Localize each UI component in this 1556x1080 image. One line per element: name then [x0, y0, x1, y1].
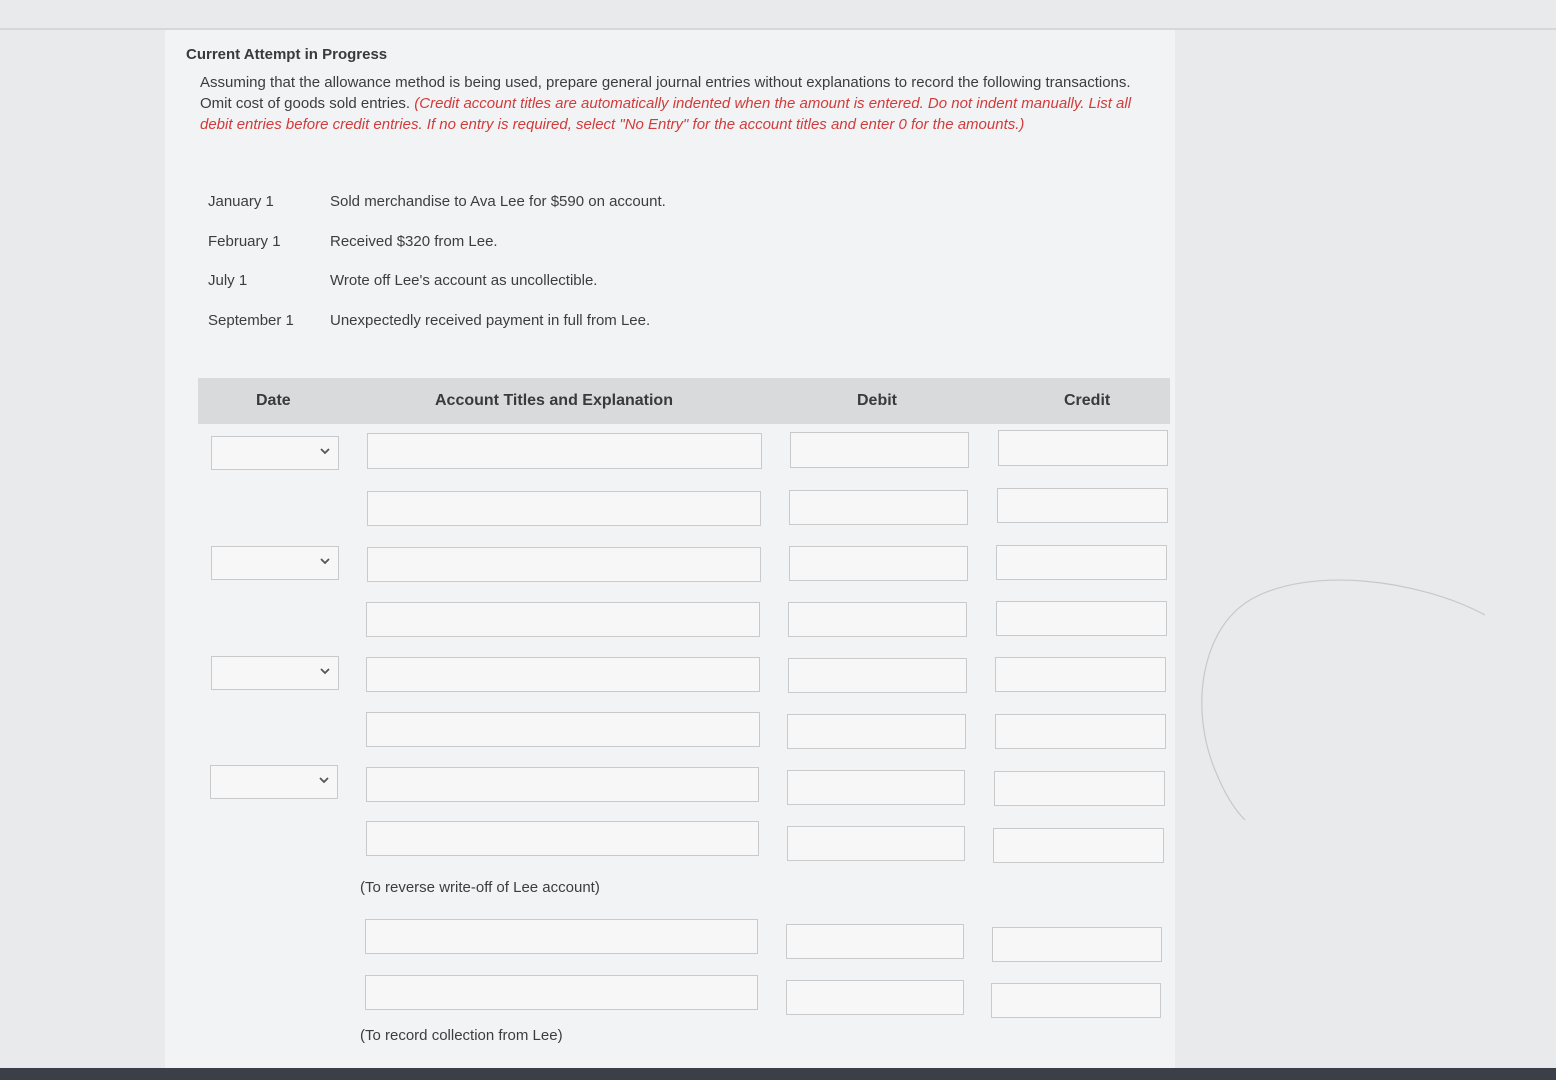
credit-input[interactable] [996, 545, 1167, 580]
transaction-date: July 1 [208, 272, 248, 289]
screen-glare-arc [1190, 560, 1490, 830]
debit-input[interactable] [788, 602, 967, 637]
bottom-bezel [0, 1068, 1556, 1080]
transaction-date: September 1 [208, 312, 294, 329]
account-title-input[interactable] [366, 712, 760, 747]
transaction-date: January 1 [208, 193, 274, 210]
debit-input[interactable] [787, 770, 965, 805]
date-dropdown[interactable] [211, 436, 339, 470]
transaction-description: Sold merchandise to Ava Lee for $590 on account. [330, 193, 666, 210]
credit-input[interactable] [997, 488, 1168, 523]
account-title-input[interactable] [367, 433, 762, 469]
header-account-titles: Account Titles and Explanation [435, 392, 673, 409]
instructions [200, 72, 1160, 135]
debit-input[interactable] [789, 490, 968, 525]
date-dropdown[interactable] [210, 765, 338, 799]
transaction-description: Unexpectedly received payment in full from Lee. [330, 312, 651, 329]
transaction-date: February 1 [208, 233, 281, 250]
account-title-input[interactable] [367, 491, 761, 526]
account-title-input[interactable] [366, 657, 760, 692]
debit-input[interactable] [789, 546, 968, 581]
credit-input[interactable] [995, 657, 1166, 692]
debit-input[interactable] [787, 714, 966, 749]
account-title-input[interactable] [366, 821, 759, 856]
credit-input[interactable] [992, 927, 1162, 962]
chevron-down-icon [318, 664, 332, 678]
chevron-down-icon [317, 773, 331, 787]
journal-table-header [198, 378, 1170, 424]
debit-input[interactable] [788, 658, 967, 693]
attempt-title: Current Attempt in Progress [186, 46, 388, 63]
account-title-input[interactable] [365, 975, 758, 1010]
entry-caption: (To reverse write-off of Lee account) [360, 879, 600, 896]
account-title-input[interactable] [365, 919, 758, 954]
account-title-input[interactable] [367, 547, 761, 582]
instructions-text: Assuming that the allowance method is being used, prepare general journal entries without explanations to record the following transactions. Omit cost of goods sold entries. [200, 74, 1131, 112]
debit-input[interactable] [787, 826, 965, 861]
debit-input[interactable] [786, 980, 964, 1015]
credit-input[interactable] [996, 601, 1167, 636]
header-debit: Debit [857, 392, 897, 409]
chevron-down-icon [318, 444, 332, 458]
credit-input[interactable] [998, 430, 1168, 466]
credit-input[interactable] [991, 983, 1161, 1018]
header-credit: Credit [1064, 392, 1111, 409]
credit-input[interactable] [994, 771, 1165, 806]
transaction-description: Wrote off Lee's account as uncollectible. [330, 272, 598, 289]
chevron-down-icon [318, 554, 332, 568]
debit-input[interactable] [786, 924, 964, 959]
date-dropdown[interactable] [211, 656, 339, 690]
account-title-input[interactable] [366, 767, 759, 802]
credit-input[interactable] [995, 714, 1166, 749]
instructions-note: (Credit account titles are automatically indented when the amount is entered. Do not indent manually. List all debit entries before credit entries. If no entry is required, select "No Entry" for the account titles and enter 0 for the amounts.) [200, 95, 1132, 133]
entry-caption: (To record collection from Lee) [360, 1027, 563, 1044]
transaction-description: Received $320 from Lee. [330, 233, 498, 250]
account-title-input[interactable] [366, 602, 760, 637]
credit-input[interactable] [993, 828, 1164, 863]
header-date: Date [256, 392, 291, 409]
date-dropdown[interactable] [211, 546, 339, 580]
debit-input[interactable] [790, 432, 969, 468]
